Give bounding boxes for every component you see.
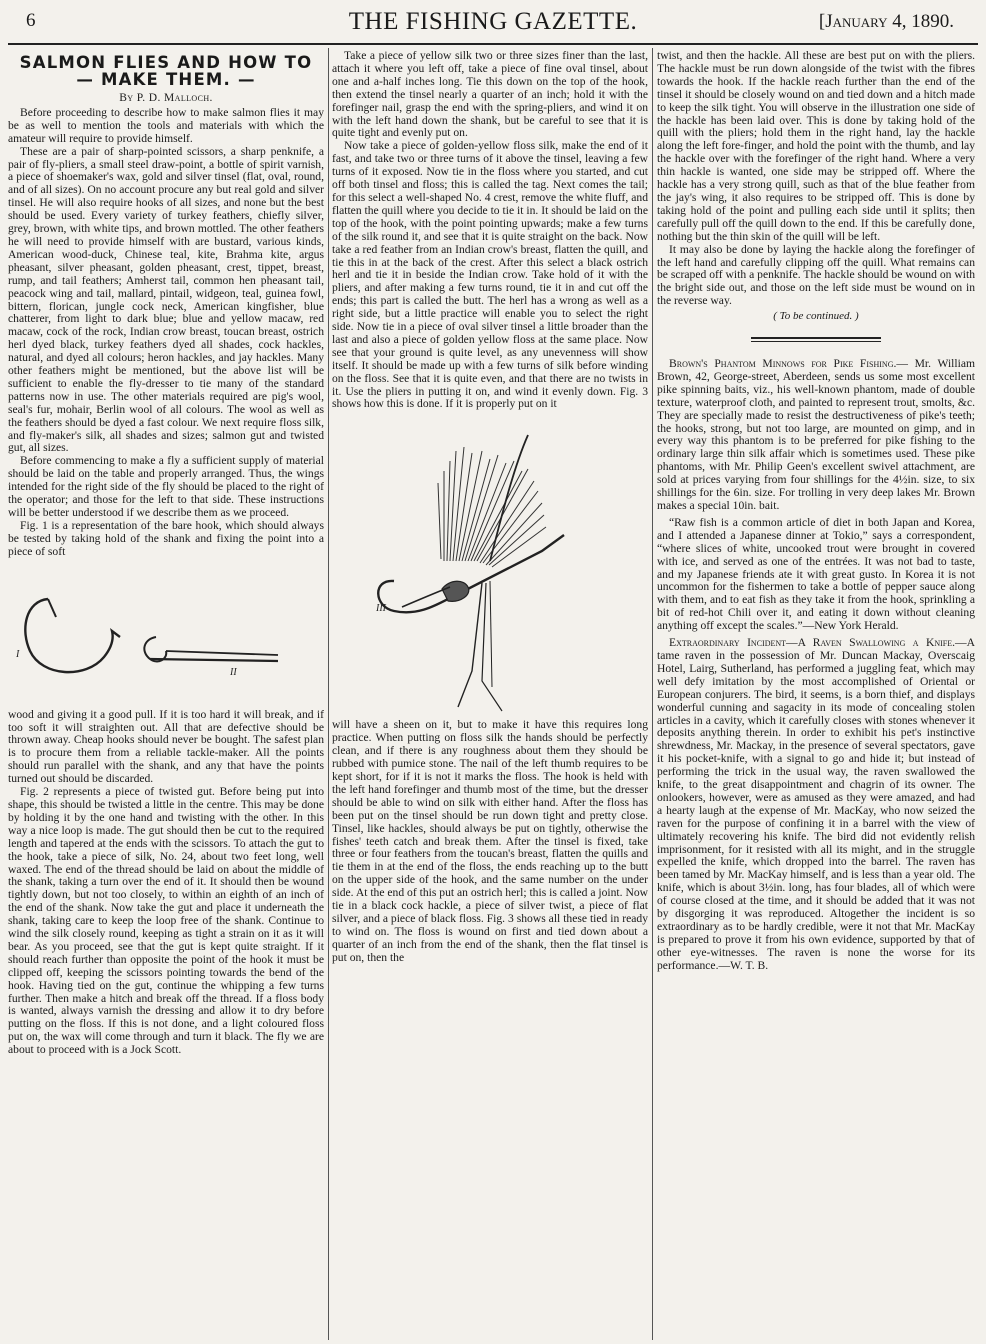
fig3-butt — [442, 582, 469, 602]
paragraph: Take a piece of yellow silk two or three sizes finer than the last, attach it where you left off, take a piece of fine oval tinsel, about one and a-half inches long. Tie this down on the top of the hook, then extend the tinsel nearly a quarter of an inch; hold it with the forefinger nail, grasp the end with the spring-pliers, and wind it on with the left hand down the shank, but be careful to see that it is quite tight and evenly put on. — [332, 50, 648, 140]
column-1 — [8, 50, 324, 1340]
fig3-tail — [402, 587, 450, 607]
fig2-gut-strand — [166, 651, 278, 655]
paragraph: twist, and then the hackle. All these are best put on with the pliers. The hackle must be run down alongside of the twist with the fibres towards the hook. If the hackle reach further than the end of the tinsel it should be closely wound on and tied down and a hitch made to keep the silk tight. You will observe in the illustration one side of the hackle has been laid over. This is done by taking hold of the quill with the pliers; hold them in the right hand, lay the hackle along the left fore-finger, and hold the point with the thumb, and lay the hackle over with the forefinger of the right hand. Where a very thin hackle is wanted, one side may be stripped off. Where the hackle has a very strong quill, such as that of the blue feather from the jay's wing, it also requires to be stripped off. This is done by taking hold of the point and pulling each side until it splits; then carefully pull off the quill down to the end. If this be carefully done, nothing but the thin skin of the quill will be left. — [657, 50, 975, 243]
article-headline — [8, 54, 324, 88]
news-item-heading: Extraordinary Incident—A Raven Swallowing a Knife. — [669, 636, 956, 650]
column-divider — [328, 48, 329, 1340]
column-3 — [657, 50, 975, 1340]
fig1-hook — [25, 599, 120, 672]
paragraph: Fig. 1 is a representation of the bare hook, which should always be tested by taking hold of the shank and fixing the point into a piece of soft — [8, 518, 324, 558]
column-divider — [652, 48, 653, 1340]
paragraph: These are a pair of sharp-pointed scissors, a sharp penknife, a pair of fly-pliers, a small steel draw-point, a bottle of spirit varnish, a piece of shoemaker's wax, gold and silver tinsel (flat, oval, round, and of all sizes). On no account procure any but real gold and silver tinsel. He will also require hooks of all sizes, and none but the best should be used. Every variety of turkey feathers, chiefly silver, grey, brown, with white tips, and brown mottled. The other feathers he will need to provide himself with are bustard, various kinds, American wood-duck, Chinese teal, kite, Brahma kite, argus pheasant, silver pheasant, golden pheasant, crest, tippet, breast, rump, and tail feathers; Amherst tail, common hen pheasant tail, peacock wing and tail, mallard, pintail, widgeon, teal, guinea fowl, bittern, florican, jungle cock neck, American kingfisher, blue chatterer, from light to dark blue; blue and yellow macaw, red macaw, cock of the rock, Indian crow breast, toucan breast, ostrich herl dyed black, turkey feathers dyed all shades, cock hackles, natural, and dyed all colours; heron hackles, and jay hackles. Many other feathers might be mentioned, but the above list will be sufficient to enable the fly-dresser to tie many of the standard patterns now in use. The other materials required are pig's wool, seal's fur, mohair, Berlin wool of all colours. The wool as well as the feathers should be dyed a fast colour. We next require floss silk, and fly-maker's silk, all shades and sizes; salmon gut and twisted gut, all sizes. — [8, 144, 324, 455]
news-item-text: “Raw fish is a common article of diet in both Japan and Korea, and I attended a Japanese dinner at Tokio,” says a correspondent, “where slices of white, uncooked trout were brought in covered with ice, and served as one of the entrées. It was not bad to taste, and my Japanese friends ate it with great gusto. In Korea it is not uncommon for the fishermen to take a bottle of pepper sauce along with them, and to eat fish as they take it from the hook, sprinkling a bit of red-hot Chili over it, and eating it down without cleaning anything off except the scales.”—New York Herald. — [657, 515, 975, 633]
paragraph: Fig. 2 represents a piece of twisted gut. Before being put into shape, this should be twisted a little in the centre. This may be done by holding it by the one hand and twisting with the other. In this way a nice loop is made. The gut should then be cut to the required length and tapered at the ends with the scissors. To attach the gut to the hook, take a piece of silk, No. 24, about two feet long, well waxed. The end of the thread should be laid on about the middle of the shank, taking a turn over the end of it. It should then be wound tightly down, but not too closely, to within an eighth of an inch of the end of the shank. Now take the gut and place it underneath the shank, taking care to keep the loop free of the shank. Continue to wind the silk closely round, keeping as tight a strain on it as it will bear. As you proceed, see that the gut is kept quite straight. If it should reach further than opposite the point of the hook it must be clipped off, keeping the scissors pointing towards the bend of the hook. Having tied on the gut, continue the whipping a few turns further. Then make a hitch and break off the thread. If a floss body is wanted, always varnish the dressing and allow it to dry before putting on the floss. If this is not done, and a light coloured floss put on, the wax will come through and turn it black. The fly we are about to proceed with is a Jock Scott. — [8, 785, 324, 1057]
fly-illustration — [332, 411, 648, 719]
byline: By P. D. Malloch. — [119, 92, 213, 104]
paragraph: wood and giving it a good pull. If it is too hard it will break, and if too soft it will straighten out. All that are defective should be thrown away. Cheap hooks should never be bought. The safest plan is to procure them from a reliable tackle-maker. All the points should run parallel with the shank, and any that have the points turned out should be discarded. — [8, 707, 324, 786]
news-item-text: — Mr. William Brown, 42, George-street, Aberdeen, sends us some most excellent pike spinning baits, viz., his well-known phantom, made of double texture, waterproof cloth, and painted to represent trout, smolts, &c. They are specially made to resist the destructiveness of pike's teeth; the hooks, strong, but not too large, are mounted on gimp, and in every way this phantom is to be preferred for pike fishing to the ordinary large thin silk affair which is sometimes used. These pike phantoms, with Mr. Philip Geen's excellent swivel attachment, are sold at prices varying from four shillings for the 4½in. size, to six shillings for the 6in. size. For trolling in very deep lakes Mr. Brown makes a special 10in. bait. — [657, 357, 975, 512]
fig3-hook — [378, 535, 564, 612]
news-item-heading: Brown's Phantom Minnows for Pike Fishing. — [669, 357, 897, 371]
fig2-label: II — [230, 666, 237, 678]
fig2-gut — [150, 659, 278, 661]
news-item-text: —A tame raven in the possession of Mr. Duncan Mackay, Overscaig Hotel, Lairg, Sutherland, has performed a juggling feat, which may well defy imitation by the most accomplished of Oriental or European conjurers. The bird, it seems, is a born thief, and displays wonderful cunning and sagacity in its mode of concealing stolen articles in a cavity, which it carefully closes with stones whenever it deposits anything therein. In order to exhibit his pet's instinctive shrewdness, Mr. Mackay, in the presence of several spectators, gave it his pocket-knife, with a signal to go and hide it; but instead of performing the trick in the usual way, the raven swallowed the knife, to the great disappointment and chagrin of its owner. The onlookers, however, were as amused as they were amazed, and had a hearty laugh at the expense of Mr. MacKay, who now seized the raven for the purpose of confining it in a barrel with the view of ultimately recovering his knife. The bird did not evidently relish imprisonment, for it resisted with all its might, and in the struggle expelled the knife, which dropped into the barrel. The raven has been tamed by Mr. MacKay himself, and is less than a year old. The knife, which is about 3½in. long, has four blades, all of which were of course closed at the time, and it should be added that it was not by disgorging it was reproduced. Altogether the incident is so extraordinary as to be hardly credible, were it not that Mr. MacKay is prepared to prove it from his own evidence, supported by that of other eye-witnesses. The raven is none the worse for its performance.—W. T. B. — [657, 636, 975, 972]
figure-hook-and-gut — [8, 559, 324, 709]
headline-line-2: — MAKE THEM. — — [76, 70, 256, 89]
fig1-barb — [48, 599, 56, 617]
fig3-label: III — [376, 603, 386, 615]
section-separator — [751, 337, 881, 342]
fig3-hackle-fibres — [438, 447, 546, 567]
headline-line-1: SALMON FLIES AND HOW TO — [19, 53, 313, 72]
figure-fly-dressing — [332, 411, 648, 719]
fig3-tinsel — [458, 583, 482, 707]
masthead — [0, 8, 986, 40]
paragraph: will have a sheen on it, but to make it have this requires long practice. When putting on floss silk the hands should be perfectly clean, and if there is any roughness about them they should be rubbed with pumice stone. The nail of the left thumb requires to be kept short, for if it is not it marks the floss. The hook is held with the left hand forefinger and thumb most of the time, but the dresser should be able to wind on silk with either hand. After the floss has been put on the tinsel should be run down tight and pretty close. Tinsel, like hackles, should always be put on tightly, otherwise the fishes' teeth catch and break them. After the tinsel is fixed, take three or four feathers from the toucan's breast, flatten the quills and tie them in at the end of the floss, the ends reaching up to the butt on the upper side of the hook, and the same number on the under side. At the end of this put an ostrich herl; this is called a joint. Now tie in a black cock hackle, a piece of silver twist, a piece of flat silver, and a piece of black floss. Fig. 3 shows all these tied in ready to wind on. The floss is wound on first and tied down about a quarter of an inch from the end of the shank, then the flat tinsel is put on, then the — [332, 718, 648, 964]
fig3-twist — [490, 581, 492, 687]
publication-title: THE FISHING GAZETTE. — [348, 8, 638, 35]
page-number: 6 — [26, 10, 36, 31]
issue-date: [January 4, 1890. — [818, 11, 954, 32]
column-2 — [332, 50, 648, 1340]
news-item — [657, 517, 975, 633]
to-be-continued: ( To be continued. ) — [773, 310, 859, 323]
masthead-rule — [8, 43, 978, 45]
fig3-floss — [482, 583, 502, 711]
news-item — [657, 637, 975, 973]
fig1-label: I — [16, 648, 20, 660]
paragraph: Before commencing to make a fly a sufficient supply of material should be laid on the table and properly arranged. Thus, the wings intended for the right side of the fly should be placed to the right of the operator; and those for the left to that side. These instructions will be better understood if we describe them as we proceed. — [8, 454, 324, 519]
fig2-loop — [144, 637, 166, 661]
hook-illustration — [8, 559, 324, 709]
paragraph: Before proceeding to describe how to make salmon flies it may be as well to mention the tools and materials with which the amateur will require to provide himself. — [8, 105, 324, 145]
paragraph: It may also be done by laying the hackle along the forefinger of the left hand and carefully clipping off the quill. What remains can be scraped off with a penknife. The hackle should be wound on with the bright side out, and those on the left side must be wound on in the reverse way. — [657, 242, 975, 308]
paragraph: Now take a piece of golden-yellow floss silk, make the end of it fast, and take two or three turns of it above the tinsel, leaving a few turns of it exposed. Now tie in the floss where you started, and cut off both tinsel and floss; this is called the tag. Next comes the tail; for this select a well-shaped No. 4 crest, remove the white fluff, and flatten the quill where you decide to tie it in. It should be laid on the top of the hook, with the point pointing upwards; make a few turns of the silk round it, and see that it is quite straight on the back. Now take a red feather from an Indian crow's breast, flatten the quill, and tie this in at the back of the crest. After this select a black ostrich herl and tie it in beside the Indian crow. Take hold of it with the pliers, and after making a few turns round, tie it in and cut off the ends; this part is called the butt. The herl has a wrong as well as a right side, but a little practice will enable you to select the right side. Now tie in a piece of oval silver tinsel a little broader than the last and also a piece of golden yellow floss at the same place. Now see that your ground is quite level, as any unevenness will show itself. It should be made up with a few turns of silk before winding on the floss. See that it is quite even, and that there are no twists in it. Use the pliers in putting it on, and wind it evenly down. Fig. 3 shows how this is done. If it is properly put on it — [332, 139, 648, 411]
news-item — [657, 358, 975, 513]
